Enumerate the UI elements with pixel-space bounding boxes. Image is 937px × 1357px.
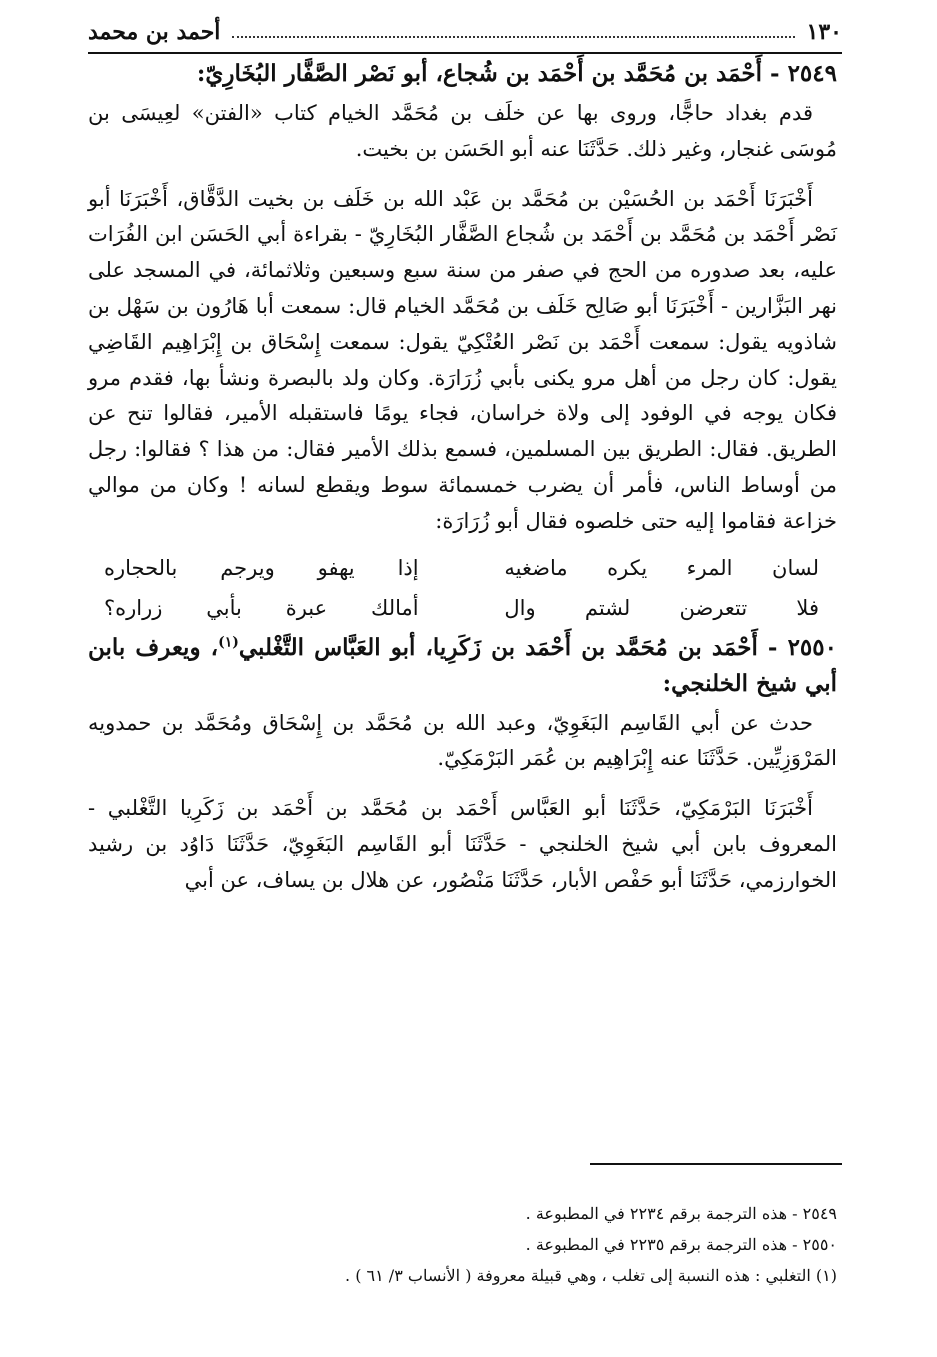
entry-title-2550-text: ٢٥٥٠ - أَحْمَد بن مُحَمَّد بن أَحْمَد بن زَكَرِيا، أبو العَبَّاس التَّغْلبي [238,633,837,661]
poem-line-1-second-hemistich: إذا يهفو ويرجم بالحجاره [104,555,419,580]
footnote-2550: ٢٥٥٠ - هذه الترجمة برقم ٢٢٣٥ في المطبوعة . [525,1235,837,1254]
footnote-1: (١) التغلبي : هذه النسبة إلى تغلب ، وهي قبيلة معروفة ( الأنساب ٣/ ٦١ ) . [345,1266,837,1285]
running-header [88,12,842,54]
footnote-2549: ٢٥٤٩ - هذه الترجمة برقم ٢٢٣٤ في المطبوعة . [525,1204,837,1223]
main-text [88,54,837,899]
entry-2549-paragraph-1: قدم بغداد حاجًّا، وروى بها عن خلَف بن مُحَمَّد الخيام كتاب «الفتن» لعِيسَى بن مُوسَى غنجار، وغير ذلك. حَدَّثَنَا عنه أبو الحَسَن بن بخيت. [88,101,837,161]
poem [88,548,837,628]
header-dots [232,26,794,38]
poem-line-2-second-hemistich: أمالك عبرة بأبي زراره؟ [104,595,419,620]
entry-title-2550 [88,630,837,702]
poem-line-2 [88,588,837,628]
poem-line-2-first-hemistich: فلا تتعرضن لشتم وال [504,595,819,620]
entry-title-2549: ٢٥٤٩ - أَحْمَد بن مُحَمَّد بن أَحْمَد بن شُجاع، أبو نَصْر الصَّفَّار البُخَارِيّ: [196,60,837,87]
footnotes [180,1198,837,1291]
entry-2549-paragraph-2: أَخْبَرَنَا أَحْمَد بن الحُسَيْن بن مُحَمَّد بن عَبْد الله بن خَلَف بن بخيت الدَّقَّاق، أَخْبَرَنَا أبو نَصْر أَحْمَد بن مُحَمَّد بن أَحْمَد بن شُجاع الصَّفَّار البُخَارِيّ - بقراءة أبي الحَسَن ابن الفُرَات عليه، بعد صدوره من الحج في صفر من سنة سبع وسبعين وثلاثمائة، في المسجد على نهر البَزَّارين - أَخْبَرَنَا أبو صَالِح خَلَف بن مُحَمَّد الخيام قال: سمعت أبا هَارُون بن سَهْل بن شاذويه يقول: سمعت أَحْمَد بن نَصْر العُتْكِيّ يقول: سمعت إِسْحَاق بن إِبْرَاهِيم القَاضِي يقول: كان رجل من أهل مرو يكنى بأبي زُرَارَة. وكان ولد بالبصرة ونشأ بها، فقدم مرو فكان يوجه في الوفود إلى ولاة خراسان، فجاء يومًا فاستقبله الأمير، فقالوا تنح عن الطريق. فقال: الطريق بين المسلمين، فسمع بذلك الأمير فقال: من هذا ؟ فقالوا: رجل من أوساط الناس، فأمر أن يضرب خمسمائة سوط ويقطع لسانه ! وكان من موالي خزاعة فقاموا إليه حتى خلصوه فقال أبو زُرَارَة: [88,186,837,533]
page-number: ١٣٠ [806,19,842,45]
running-title: أحمد بن محمد [88,19,221,45]
poem-line-1-first-hemistich: لسان المرء يكره ماضغيه [504,555,819,580]
entry-2550-paragraph-1: حدث عن أبي القَاسِم البَغَوِيّ، وعبد الله بن مُحَمَّد بن إِسْحَاق ومُحَمَّد بن حمدويه المَرْوَزِيِّين. حَدَّثَنَا عنه إِبْرَاهِيم بن عُمَر البَرْمَكِيّ. [88,710,837,771]
entry-2550-paragraph-2: أَخْبَرَنَا البَرْمَكِيّ، حَدَّثَنَا أبو العَبَّاس أَحْمَد بن مُحَمَّد بن أَحْمَد بن زَكَرِيا التَّغْلبي - المعروف بابن أبي شيخ الخلنجي - حَدَّثَنَا أبو القَاسِم البَغَوِيّ، حَدَّثَنَا دَاوُد بن رشيد الخوارزمي، حَدَّثَنَا أبو حَفْص الأبار، حَدَّثَنَا مَنْصُور، عن هلال بن يساف، عن أبي [88,796,837,892]
entry-title-2550-continuation: ، ويعرف بابن أبي شيخ الخلنجي: [88,633,837,697]
poem-line-1 [88,548,837,588]
footnote-separator [590,1163,842,1165]
footnote-reference: (١) [218,633,239,650]
